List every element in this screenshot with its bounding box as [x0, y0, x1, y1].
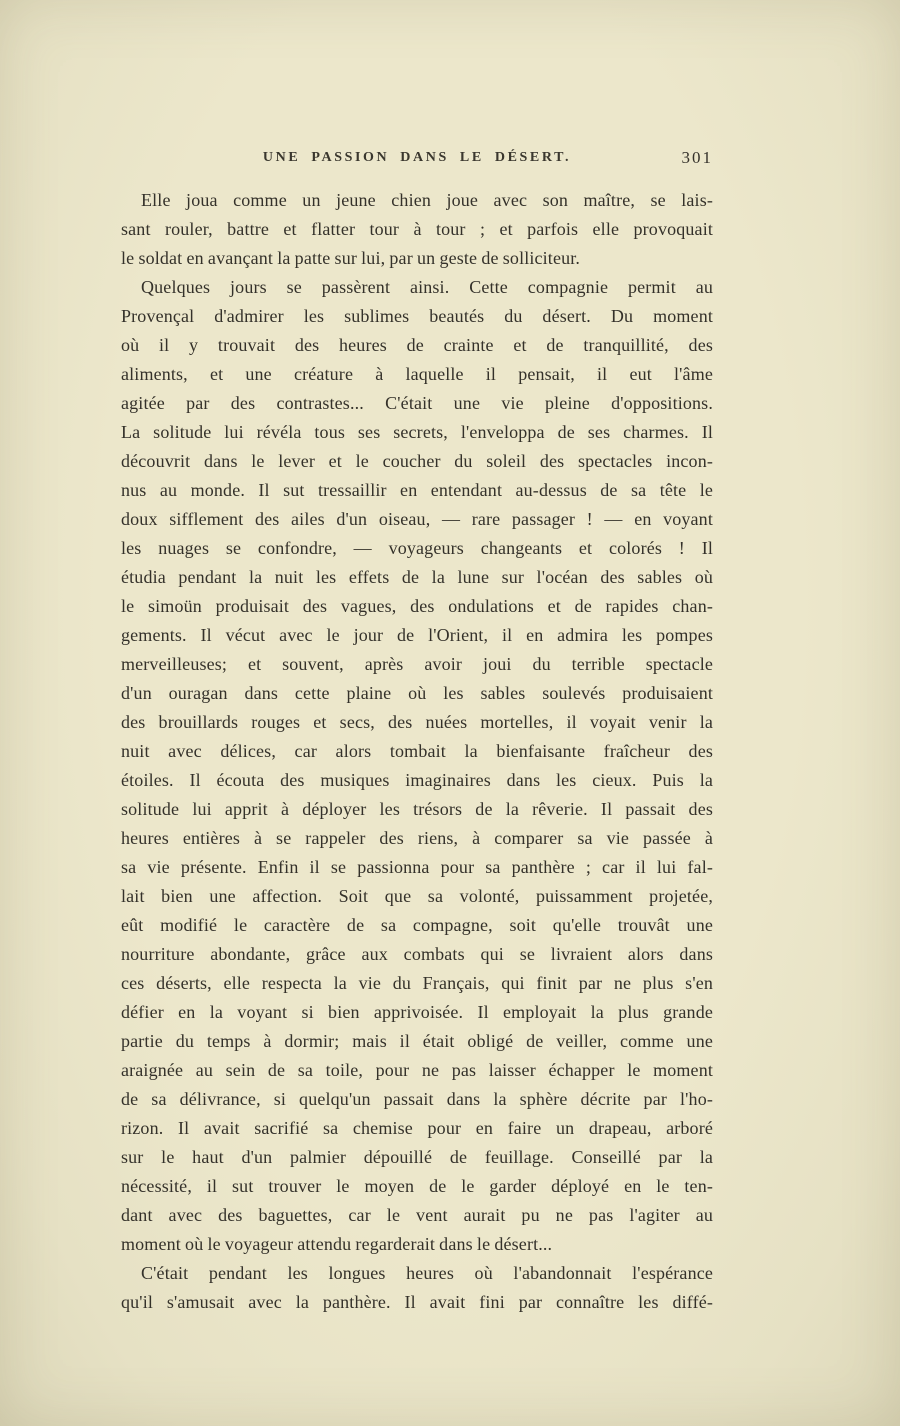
- paragraph: [121, 273, 713, 1259]
- text-line: dant avec des baguettes, car le vent aurait pu ne pas l'agiter au: [121, 1205, 713, 1225]
- text-line: rizon. Il avait sacrifié sa chemise pour en faire un drapeau, arboré: [121, 1118, 713, 1138]
- text-line: étoiles. Il écouta des musiques imaginaires dans les cieux. Puis la: [121, 770, 713, 790]
- text-line: qu'il s'amusait avec la panthère. Il avait fini par connaître les diffé-: [121, 1292, 713, 1312]
- text-line: nourriture abondante, grâce aux combats qui se livraient alors dans: [121, 944, 713, 964]
- text-line: eût modifié le caractère de sa compagne, soit qu'elle trouvât une: [121, 915, 713, 935]
- paragraph: [121, 1259, 713, 1317]
- text-line: moment où le voyageur attendu regarderait dans le désert...: [121, 1234, 553, 1254]
- text-line: le simoün produisait des vagues, des ondulations et de rapides chan-: [121, 596, 713, 616]
- text-line: nécessité, il sut trouver le moyen de le garder déployé en le ten-: [121, 1176, 713, 1196]
- text-line: partie du temps à dormir; mais il était obligé de veiller, comme une: [121, 1031, 713, 1051]
- text-line: sa vie présente. Enfin il se passionna pour sa panthère ; car il lui fal-: [121, 857, 713, 877]
- text-line: le soldat en avançant la patte sur lui, par un geste de solliciteur.: [121, 248, 581, 268]
- text-line: sur le haut d'un palmier dépouillé de feuillage. Conseillé par la: [121, 1147, 713, 1167]
- paragraph: [121, 186, 713, 273]
- text-line: nus au monde. Il sut tressaillir en entendant au-dessus de sa tête le: [121, 480, 713, 500]
- text-block: [121, 186, 713, 1317]
- text-line: nuit avec délices, car alors tombait la bienfaisante fraîcheur des: [121, 741, 713, 761]
- text-line: lait bien une affection. Soit que sa volonté, puissamment projetée,: [121, 886, 713, 906]
- text-line: Quelques jours se passèrent ainsi. Cette compagnie permit au: [141, 277, 713, 297]
- text-line: solitude lui apprit à déployer les trésors de la rêverie. Il passait des: [121, 799, 713, 819]
- text-line: La solitude lui révéla tous ses secrets, l'enveloppa de ses charmes. Il: [121, 422, 713, 442]
- text-line: heures entières à se rappeler des riens, à comparer sa vie passée à: [121, 828, 713, 848]
- text-line: C'était pendant les longues heures où l'abandonnait l'espérance: [141, 1263, 713, 1283]
- text-line: les nuages se confondre, — voyageurs changeants et colorés ! Il: [121, 538, 713, 558]
- text-line: des brouillards rouges et secs, des nuées mortelles, il voyait venir la: [121, 712, 713, 732]
- text-line: araignée au sein de sa toile, pour ne pas laisser échapper le moment: [121, 1060, 713, 1080]
- text-line: doux sifflement des ailes d'un oiseau, — rare passager ! — en voyant: [121, 509, 713, 529]
- text-line: étudia pendant la nuit les effets de la lune sur l'océan des sables où: [121, 567, 713, 587]
- text-line: merveilleuses; et souvent, après avoir joui du terrible spectacle: [121, 654, 713, 674]
- page-number: 301: [681, 148, 713, 167]
- running-title: UNE PASSION DANS LE DÉSERT.: [262, 150, 572, 165]
- page-header: [121, 150, 713, 174]
- text-line: aliments, et une créature à laquelle il pensait, il eut l'âme: [121, 364, 713, 384]
- text-line: où il y trouvait des heures de crainte et de tranquillité, des: [121, 335, 713, 355]
- text-line: Elle joua comme un jeune chien joue avec son maître, se lais-: [141, 190, 713, 210]
- text-line: Provençal d'admirer les sublimes beautés du désert. Du moment: [121, 306, 713, 326]
- text-line: d'un ouragan dans cette plaine où les sables soulevés produisaient: [121, 683, 713, 703]
- text-line: défier en la voyant si bien apprivoisée. Il employait la plus grande: [121, 1002, 713, 1022]
- text-line: sant rouler, battre et flatter tour à tour ; et parfois elle provoquait: [121, 219, 713, 239]
- text-line: agitée par des contrastes... C'était une vie pleine d'oppositions.: [121, 393, 713, 413]
- text-line: découvrit dans le lever et le coucher du soleil des spectacles incon-: [121, 451, 713, 471]
- text-line: de sa délivrance, si quelqu'un passait dans la sphère décrite par l'ho-: [121, 1089, 713, 1109]
- text-line: gements. Il vécut avec le jour de l'Orient, il en admira les pompes: [121, 625, 713, 645]
- text-line: ces déserts, elle respecta la vie du Français, qui finit par ne plus s'en: [121, 973, 713, 993]
